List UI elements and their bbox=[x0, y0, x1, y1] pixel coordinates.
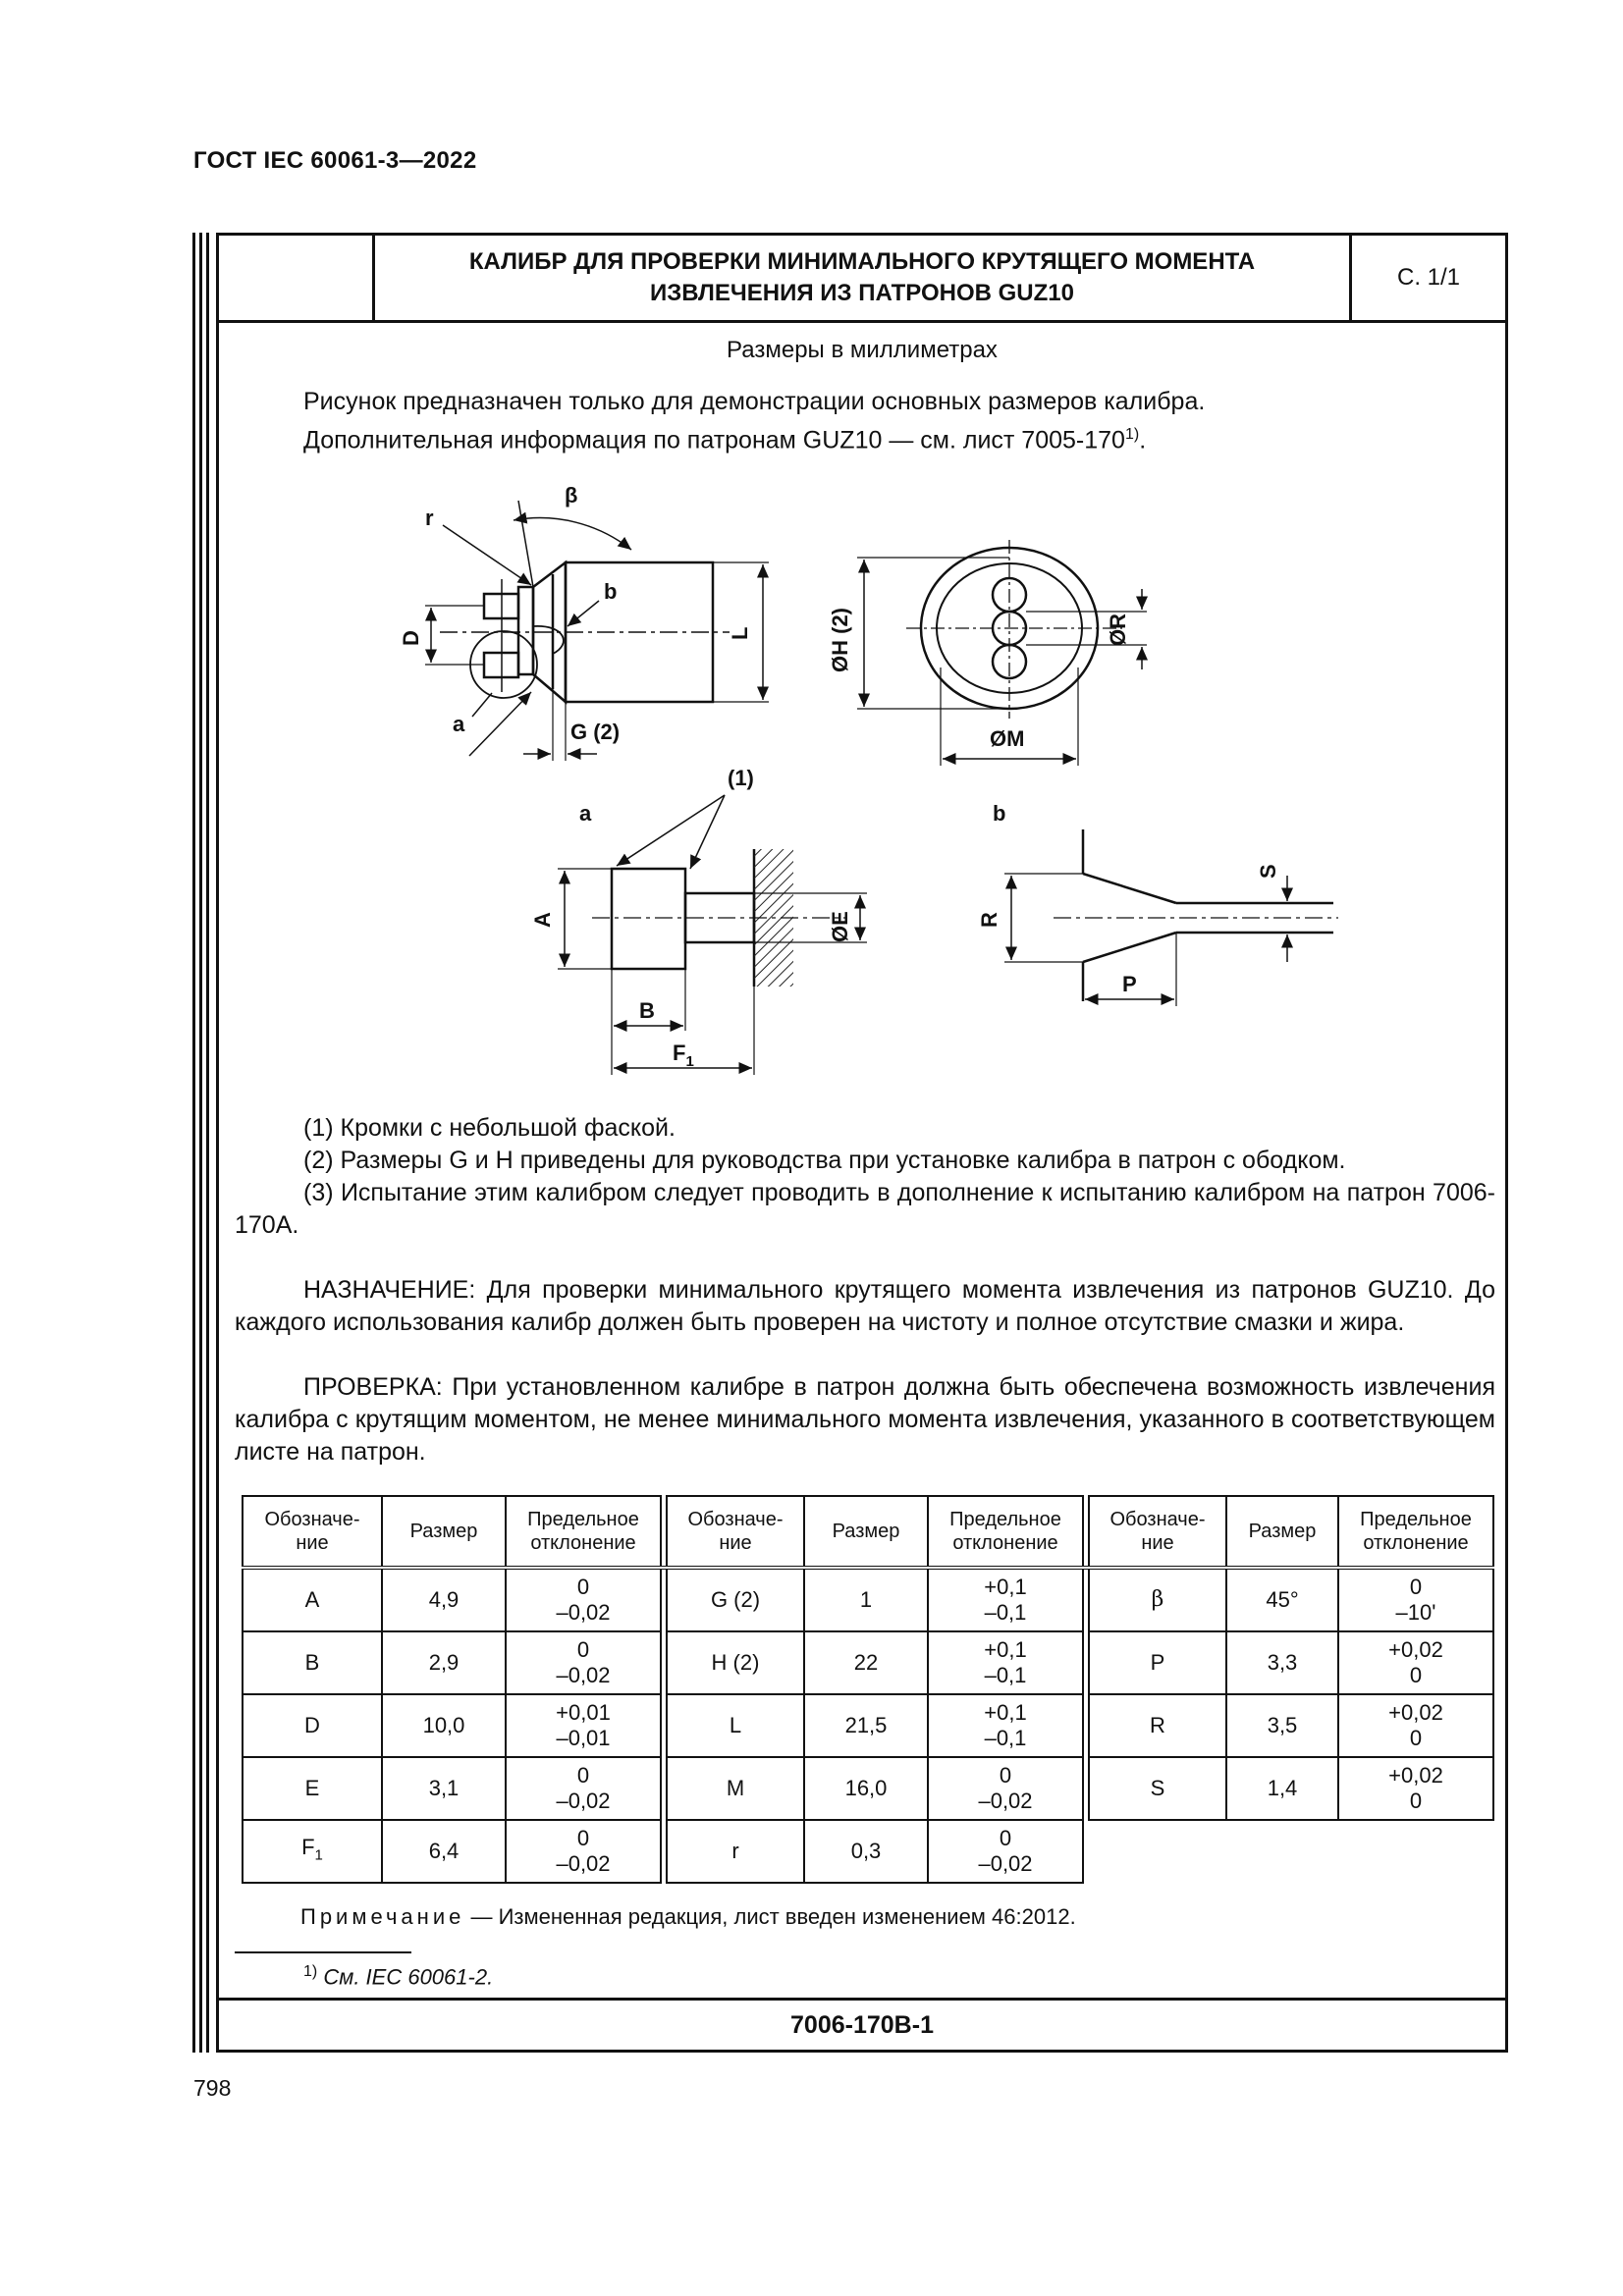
table-row: B 2,9 0 –0,02 H (2) 22 +0,1 –0,1 P 3,3 +0,02 0 bbox=[243, 1631, 1493, 1694]
table-header-row: Обозначе- ние Размер Предельное отклонение Обозначе- ние Размер Предельное отклонение Обозначе- ние Размер Предельное отклонение bbox=[243, 1496, 1493, 1568]
figure-notes: (1) Кромки с небольшой фаской. (2) Размеры G и H приведены для руководства при установке калибра в патрон с ободком. (3) Испытание этим калибром следует проводить в дополнение к испытанию калибром на патрон 7006-170A. bbox=[235, 1114, 1495, 1239]
standard-number: ГОСТ IEC 60061-3—2022 bbox=[193, 147, 477, 174]
label-beta: β bbox=[565, 483, 578, 507]
table-row: D 10,0 +0,01 –0,01 L 21,5 +0,1 –0,1 R 3,5 +0,02 0 bbox=[243, 1694, 1493, 1757]
remark: Примечание — Измененная редакция, лист введен изменением 46:2012. bbox=[300, 1904, 1076, 1929]
page-number: 798 bbox=[193, 2075, 232, 2101]
binding-line-1 bbox=[192, 233, 195, 2053]
check-text: ПРОВЕРКА: При установленном калибре в патрон должна быть обеспечена возможность извлечения калибра с крутящим моментом, не менее минимального момента извлечения, указанного в соответствующем листе на патрон. bbox=[235, 1373, 1495, 1466]
label-a: a bbox=[453, 712, 465, 736]
label-S: S bbox=[1256, 864, 1280, 879]
footnote: $^{1)}$ См. IEC 60061-2. bbox=[303, 1963, 494, 1990]
gauge-drawing bbox=[219, 236, 1505, 1099]
label-F1: $F_1$ bbox=[673, 1041, 694, 1070]
label-r: r bbox=[425, 506, 434, 530]
label-A: A bbox=[530, 912, 555, 928]
label-R-dia: ØR bbox=[1106, 614, 1130, 646]
label-D: D bbox=[399, 630, 423, 646]
units-caption: Размеры в миллиметрах bbox=[727, 337, 998, 363]
bottom-rule bbox=[219, 1998, 1505, 2002]
label-detail-a: a bbox=[579, 801, 592, 826]
purpose-text: НАЗНАЧЕНИЕ: Для проверки минимального крутящего момента извлечения из патронов GUZ10. До каждого использования калибр должен быть проверен на чистоту и полное отсутствие смазки и жира. bbox=[235, 1276, 1495, 1336]
label-edge-note: (1) bbox=[728, 766, 754, 790]
label-B: B bbox=[639, 998, 655, 1023]
sheet-frame bbox=[216, 233, 1508, 2053]
sheet-code: 7006-170B-1 bbox=[790, 2011, 934, 2039]
dimensions-table bbox=[242, 1495, 1494, 1884]
sheet-title: КАЛИБР ДЛЯ ПРОВЕРКИ МИНИМАЛЬНОГО КРУТЯЩЕГО МОМЕНТА ИЗВЛЕЧЕНИЯ ИЗ ПАТРОНОВ GUZ10 bbox=[468, 248, 1256, 306]
table-row: A 4,9 0 –0,02 G (2) 1 +0,1 –0,1 β 45° 0 –10' bbox=[243, 1568, 1493, 1631]
label-b: b bbox=[604, 579, 618, 604]
label-E: ØE bbox=[828, 911, 852, 942]
label-M: ØM bbox=[990, 726, 1025, 751]
label-P: P bbox=[1122, 972, 1137, 996]
label-G: G (2) bbox=[570, 720, 621, 744]
intro-text: Рисунок предназначен только для демонстрации основных размеров калибра. Дополнительная информация по патронам GUZ10 — см. лист 7005-170$^{1)}$. bbox=[303, 388, 1206, 454]
label-H: ØH (2) bbox=[828, 608, 852, 672]
label-R: R bbox=[977, 912, 1001, 928]
footnote-rule bbox=[235, 1951, 411, 1953]
label-L: L bbox=[728, 626, 752, 640]
binding-line-3 bbox=[206, 233, 209, 2053]
sheet-page: С. 1/1 bbox=[1349, 236, 1505, 320]
table-row: $F_1$ 6,4 0 –0,02 r 0,3 0 –0,02 bbox=[243, 1820, 1493, 1883]
table-row: E 3,1 0 –0,02 M 16,0 0 –0,02 S 1,4 +0,02 0 bbox=[243, 1757, 1493, 1820]
binding-line-2 bbox=[199, 233, 202, 2053]
label-detail-b: b bbox=[993, 801, 1006, 826]
